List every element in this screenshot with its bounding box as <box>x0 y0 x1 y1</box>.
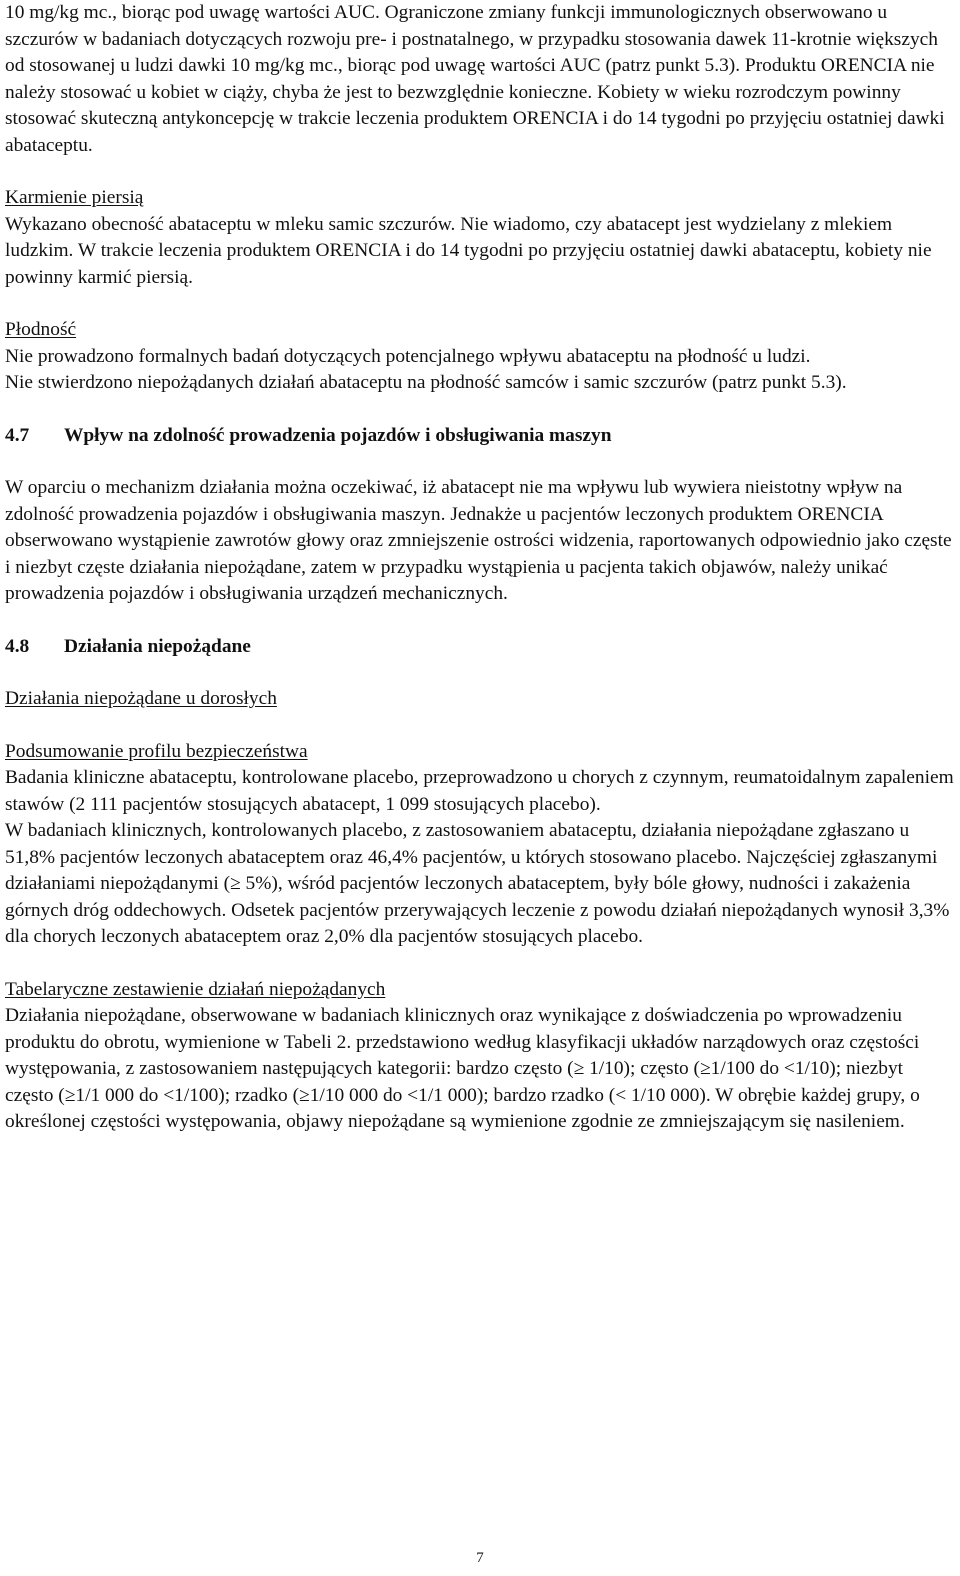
heading-safety-profile: Podsumowanie profilu bezpieczeństwa <box>5 740 308 762</box>
section-heading-4-8 <box>5 634 955 661</box>
paragraph-safety-2: W badaniach klinicznych, kontrolowanych placebo, z zastosowaniem abataceptu, działania niepożądane zgłaszano u 51,8% pacjentów leczonych abataceptem oraz 46,4% pacjentów, u których stosowano placebo. Najczęściej zgłaszanymi działaniami niepożądanymi (≥ 5%), wśród pacjentów leczonych abataceptem, były bóle głowy, nudności i zakażenia górnych dróg oddechowych. Odsetek pacjentów przerywających leczenie z powodu działań niepożądanych wynosił 3,3% dla chorych leczonych abataceptem oraz 2,0% dla pacjentów stosujących placebo. <box>5 820 950 947</box>
section-number-4-8: 4.8 <box>5 635 30 657</box>
section-number-4-7: 4.7 <box>5 424 30 446</box>
section-title-4-7: Wpływ na zdolność prowadzenia pojazdów i obsługiwania maszyn <box>64 424 612 446</box>
paragraph-fertility-2: Nie stwierdzono niepożądanych działań abataceptu na płodność samców i samic szczurów (patrz punkt 5.3). <box>5 372 847 393</box>
section-title-4-8: Działania niepożądane <box>64 635 251 657</box>
heading-breastfeeding: Karmienie piersią <box>5 187 144 208</box>
paragraph-safety-1: Badania kliniczne abataceptu, kontrolowane placebo, przeprowadzono u chorych z czynnym, reumatoidalnym zapaleniem stawów (2 111 pacjentów stosujących abatacept, 1 099 stosujących placebo). <box>5 767 954 815</box>
heading-fertility: Płodność <box>5 319 77 340</box>
document-page <box>5 0 955 1136</box>
paragraph-breastfeeding: Wykazano obecność abataceptu w mleku samic szczurów. Nie wiadomo, czy abatacept jest wydzielany z mlekiem ludzkim. W trakcie leczenia produktem ORENCIA i do 14 tygodni po przyjęciu ostatniej dawki abataceptu, kobiety nie powinny karmić piersią. <box>5 213 932 288</box>
section-heading-4-7 <box>5 423 955 450</box>
heading-adverse-table: Tabelaryczne zestawienie działań niepożądanych <box>5 978 386 1000</box>
page-number: 7 <box>476 1550 484 1566</box>
paragraph-fertility-1: Nie prowadzono formalnych badań dotyczących potencjalnego wpływu abataceptu na płodność u ludzi. <box>5 345 811 367</box>
paragraph-driving: W oparciu o mechanizm działania można oczekiwać, iż abatacept nie ma wpływu lub wywiera nieistotny wpływ na zdolność prowadzenia pojazdów i obsługiwania maszyn. Jednakże u pacjentów leczonych produktem ORENCIA obserwowano wystąpienie zawrotów głowy oraz zmniejszenie ostrości widzenia, raportowanych odpowiednio jako częste i niezbyt częste działania niepożądane, zatem w przypadku wystąpienia u pacjenta takich objawów, należy unikać prowadzenia pojazdów i obsługiwania urządzeń mechanicznych. <box>5 477 952 604</box>
heading-adults: Działania niepożądane u dorosłych <box>5 688 277 709</box>
paragraph-pregnancy: 10 mg/kg mc., biorąc pod uwagę wartości AUC. Ograniczone zmiany funkcji immunologicznych obserwowano u szczurów w badaniach dotyczących rozwoju pre- i postnatalnego, w przypadku stosowania dawek 11-krotnie większych od stosowanej u ludzi dawki 10 mg/kg mc., biorąc pod uwagę wartości AUC (patrz punkt 5.3). Produktu ORENCIA nie należy stosować u kobiet w ciąży, chyba że jest to bezwzględnie konieczne. Kobiety w wieku rozrodczym powinny stosować skuteczną antykoncepcję w trakcie leczenia produktem ORENCIA i do 14 tygodni po przyjęciu ostatniej dawki abataceptu. <box>5 2 945 156</box>
paragraph-adverse-table: Działania niepożądane, obserwowane w badaniach klinicznych oraz wynikające z doświadczenia po wprowadzeniu produktu do obrotu, wymienione w Tabeli 2. przedstawiono według klasyfikacji układów narządowych oraz częstości występowania, z zastosowaniem następujących kategorii: bardzo często (≥ 1/10); często (≥1/100 do <1/10); niezbyt często (≥1/1 000 do <1/100); rzadko (≥1/10 000 do <1/1 000); bardzo rzadko (< 1/10 000). W obrębie każdej grupy, o określonej częstości występowania, objawy niepożądane są wymienione zgodnie ze zmniejszającym się nasileniem. <box>5 1005 920 1132</box>
